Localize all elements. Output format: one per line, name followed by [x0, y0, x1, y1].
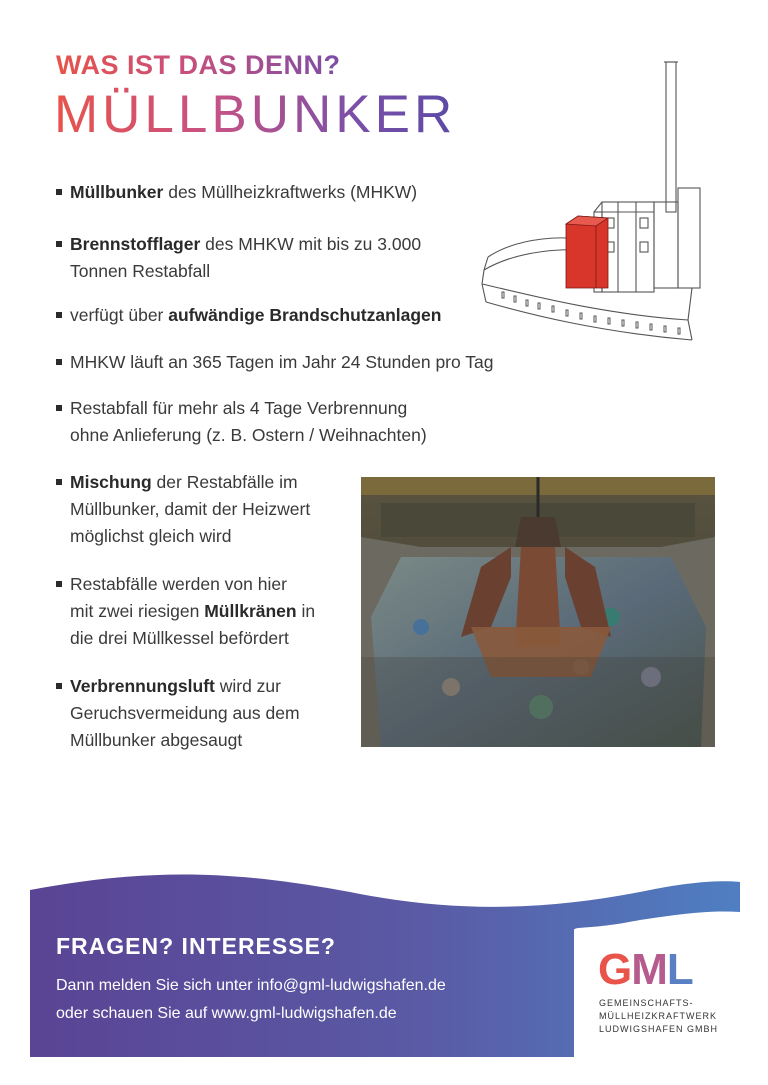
footer-contact-web: oder schauen Sie auf www.gml-ludwigshafen.de — [56, 1005, 397, 1022]
gml-logo — [598, 945, 693, 995]
bullet-item — [56, 349, 494, 376]
bullet-item — [56, 231, 421, 285]
bullet-line — [70, 571, 315, 598]
bullet-text: des MHKW mit bis zu 3.000 — [200, 234, 422, 254]
bullet-emphasis: Brennstofflager — [70, 234, 201, 254]
power-plant-illustration — [478, 52, 704, 352]
bullet-text: Müllbunker, damit der Heizwert — [70, 499, 311, 519]
bullet-text: Geruchsvermeidung aus dem — [70, 703, 300, 723]
bullet-text: in — [296, 601, 316, 621]
page-title: MÜLLBUNKER — [54, 85, 457, 144]
bullet-text: die drei Müllkessel befördert — [70, 628, 289, 648]
bullet-line — [70, 496, 310, 523]
bullet-line — [70, 179, 417, 206]
logo-letter-g: G — [598, 945, 632, 994]
bullet-marker — [56, 581, 62, 587]
bullet-line — [70, 349, 494, 376]
logo-letter-m: M — [631, 945, 667, 994]
logo-line-3: LUDWIGSHAFEN GMBH — [599, 1024, 719, 1034]
bullet-text: Restabfälle werden von hier — [70, 574, 287, 594]
footer-title: FRAGEN? INTERESSE? — [56, 933, 336, 959]
bullet-item — [56, 469, 310, 550]
bullet-line — [70, 302, 441, 329]
bullet-text: verfügt über — [70, 305, 169, 325]
bullet-text: der Restabfälle im — [151, 472, 298, 492]
bullet-text: MHKW läuft an 365 Tagen im Jahr 24 Stunden pro Tag — [70, 352, 494, 372]
bullet-emphasis: Müllkränen — [204, 601, 297, 621]
bullet-text: Tonnen Restabfall — [70, 261, 211, 281]
bullet-text: Müllbunker abgesaugt — [70, 730, 243, 750]
bullet-line — [70, 700, 300, 727]
bullet-line — [70, 258, 421, 285]
bullet-emphasis: Müllbunker — [70, 182, 164, 202]
bullet-line — [70, 469, 310, 496]
bullet-emphasis: Mischung — [70, 472, 152, 492]
bullet-line — [70, 395, 427, 422]
bullet-marker — [56, 359, 62, 365]
bullet-line — [70, 422, 427, 449]
bullet-emphasis: Verbrennungsluft — [70, 676, 215, 696]
bullet-line — [70, 523, 310, 550]
bullet-text: ohne Anlieferung (z. B. Ostern / Weihnachten) — [70, 425, 427, 445]
bullet-line — [70, 673, 300, 700]
bullet-text: möglichst gleich wird — [70, 526, 232, 546]
logo-letter-l: L — [666, 945, 693, 994]
bullet-item — [56, 302, 441, 329]
bunker-highlight — [566, 216, 608, 288]
bullet-marker — [56, 683, 62, 689]
bullet-marker — [56, 189, 62, 195]
logo-line-1: GEMEINSCHAFTS- — [599, 998, 694, 1008]
header-kicker: WAS IST DAS DENN? — [56, 50, 341, 80]
bullet-marker — [56, 312, 62, 318]
bullet-line — [70, 727, 300, 754]
bullet-text: Restabfall für mehr als 4 Tage Verbrennung — [70, 398, 408, 418]
bullet-item — [56, 179, 417, 206]
bullet-line — [70, 231, 421, 258]
bullet-line — [70, 598, 315, 625]
bullet-item — [56, 673, 300, 754]
bullet-text: mit zwei riesigen — [70, 601, 205, 621]
bullet-text: des Müllheizkraftwerks (MHKW) — [163, 182, 418, 202]
bullet-marker — [56, 241, 62, 247]
bullet-item — [56, 571, 315, 652]
bullet-marker — [56, 405, 62, 411]
bullet-emphasis: aufwändige Brandschutzanlagen — [168, 305, 442, 325]
bullet-text: wird zur — [214, 676, 281, 696]
waste-bunker-photo — [361, 477, 715, 747]
bullet-line — [70, 625, 315, 652]
footer-contact-email: Dann melden Sie sich unter info@gml-ludwigshafen.de — [56, 977, 446, 994]
bullet-item — [56, 395, 427, 449]
bullet-marker — [56, 479, 62, 485]
logo-line-2: MÜLLHEIZKRAFTWERK — [599, 1011, 718, 1021]
